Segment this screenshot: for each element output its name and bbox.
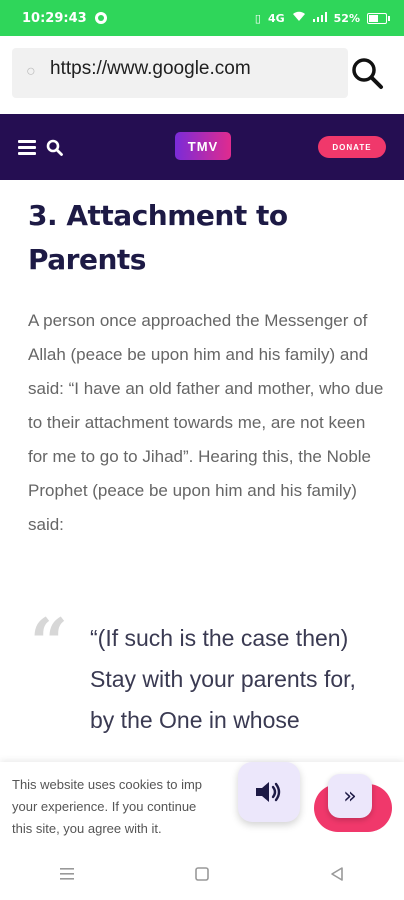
back-icon[interactable]: [325, 862, 349, 886]
cookie-text-line-3: this site, you agree with it.: [12, 821, 162, 836]
status-left: [22, 11, 107, 26]
battery-icon: [367, 13, 390, 24]
donate-button[interactable]: DONATE: [318, 136, 386, 158]
lens-icon: ○: [26, 63, 36, 80]
url-text: https://www.google.com: [50, 58, 251, 79]
cookie-text: [12, 774, 240, 840]
wifi-icon: [292, 11, 306, 25]
site-header: [0, 114, 404, 180]
cookie-text-line-2: your experience. If you continue: [12, 799, 197, 814]
notification-icon: [95, 12, 107, 24]
recent-apps-icon[interactable]: [55, 862, 79, 886]
article-heading: 3. Attachment to Parents: [28, 199, 288, 276]
cookie-banner: [0, 762, 404, 848]
home-icon[interactable]: [190, 862, 214, 886]
vibrate-icon: ▯: [254, 11, 261, 25]
search-icon[interactable]: [46, 139, 63, 156]
quote-text: “(If such is the case then) Stay with your parents for, by the One in whose: [90, 625, 356, 733]
listen-button[interactable]: [238, 762, 300, 822]
speaker-icon: [254, 779, 284, 805]
site-logo[interactable]: TMV: [175, 132, 231, 160]
quote-mark-icon: “: [30, 604, 68, 682]
signal-icon: [313, 12, 327, 25]
browser-search-icon[interactable]: [350, 56, 386, 92]
cookie-text-line-1: This website uses cookies to imp: [12, 777, 203, 792]
status-bar: [0, 0, 404, 36]
menu-icon[interactable]: [18, 140, 36, 154]
status-time: 10:29:43: [22, 10, 87, 26]
skip-button[interactable]: »: [328, 774, 372, 818]
status-right: [255, 11, 390, 25]
network-type: 4G: [267, 11, 285, 25]
url-input[interactable]: [12, 48, 348, 98]
browser-url-bar: [0, 36, 404, 114]
system-nav-bar: [0, 848, 404, 900]
article-paragraph: A person once approached the Messenger of Allah (peace be upon him and his family) and said: “I have an old father and mother, who due to their attachment towards me, are not keen for me to go to Jihad”. Hearing this, the Noble Prophet (peace be upon him and his family) said:: [28, 311, 384, 534]
battery-percent: 52%: [333, 11, 360, 25]
